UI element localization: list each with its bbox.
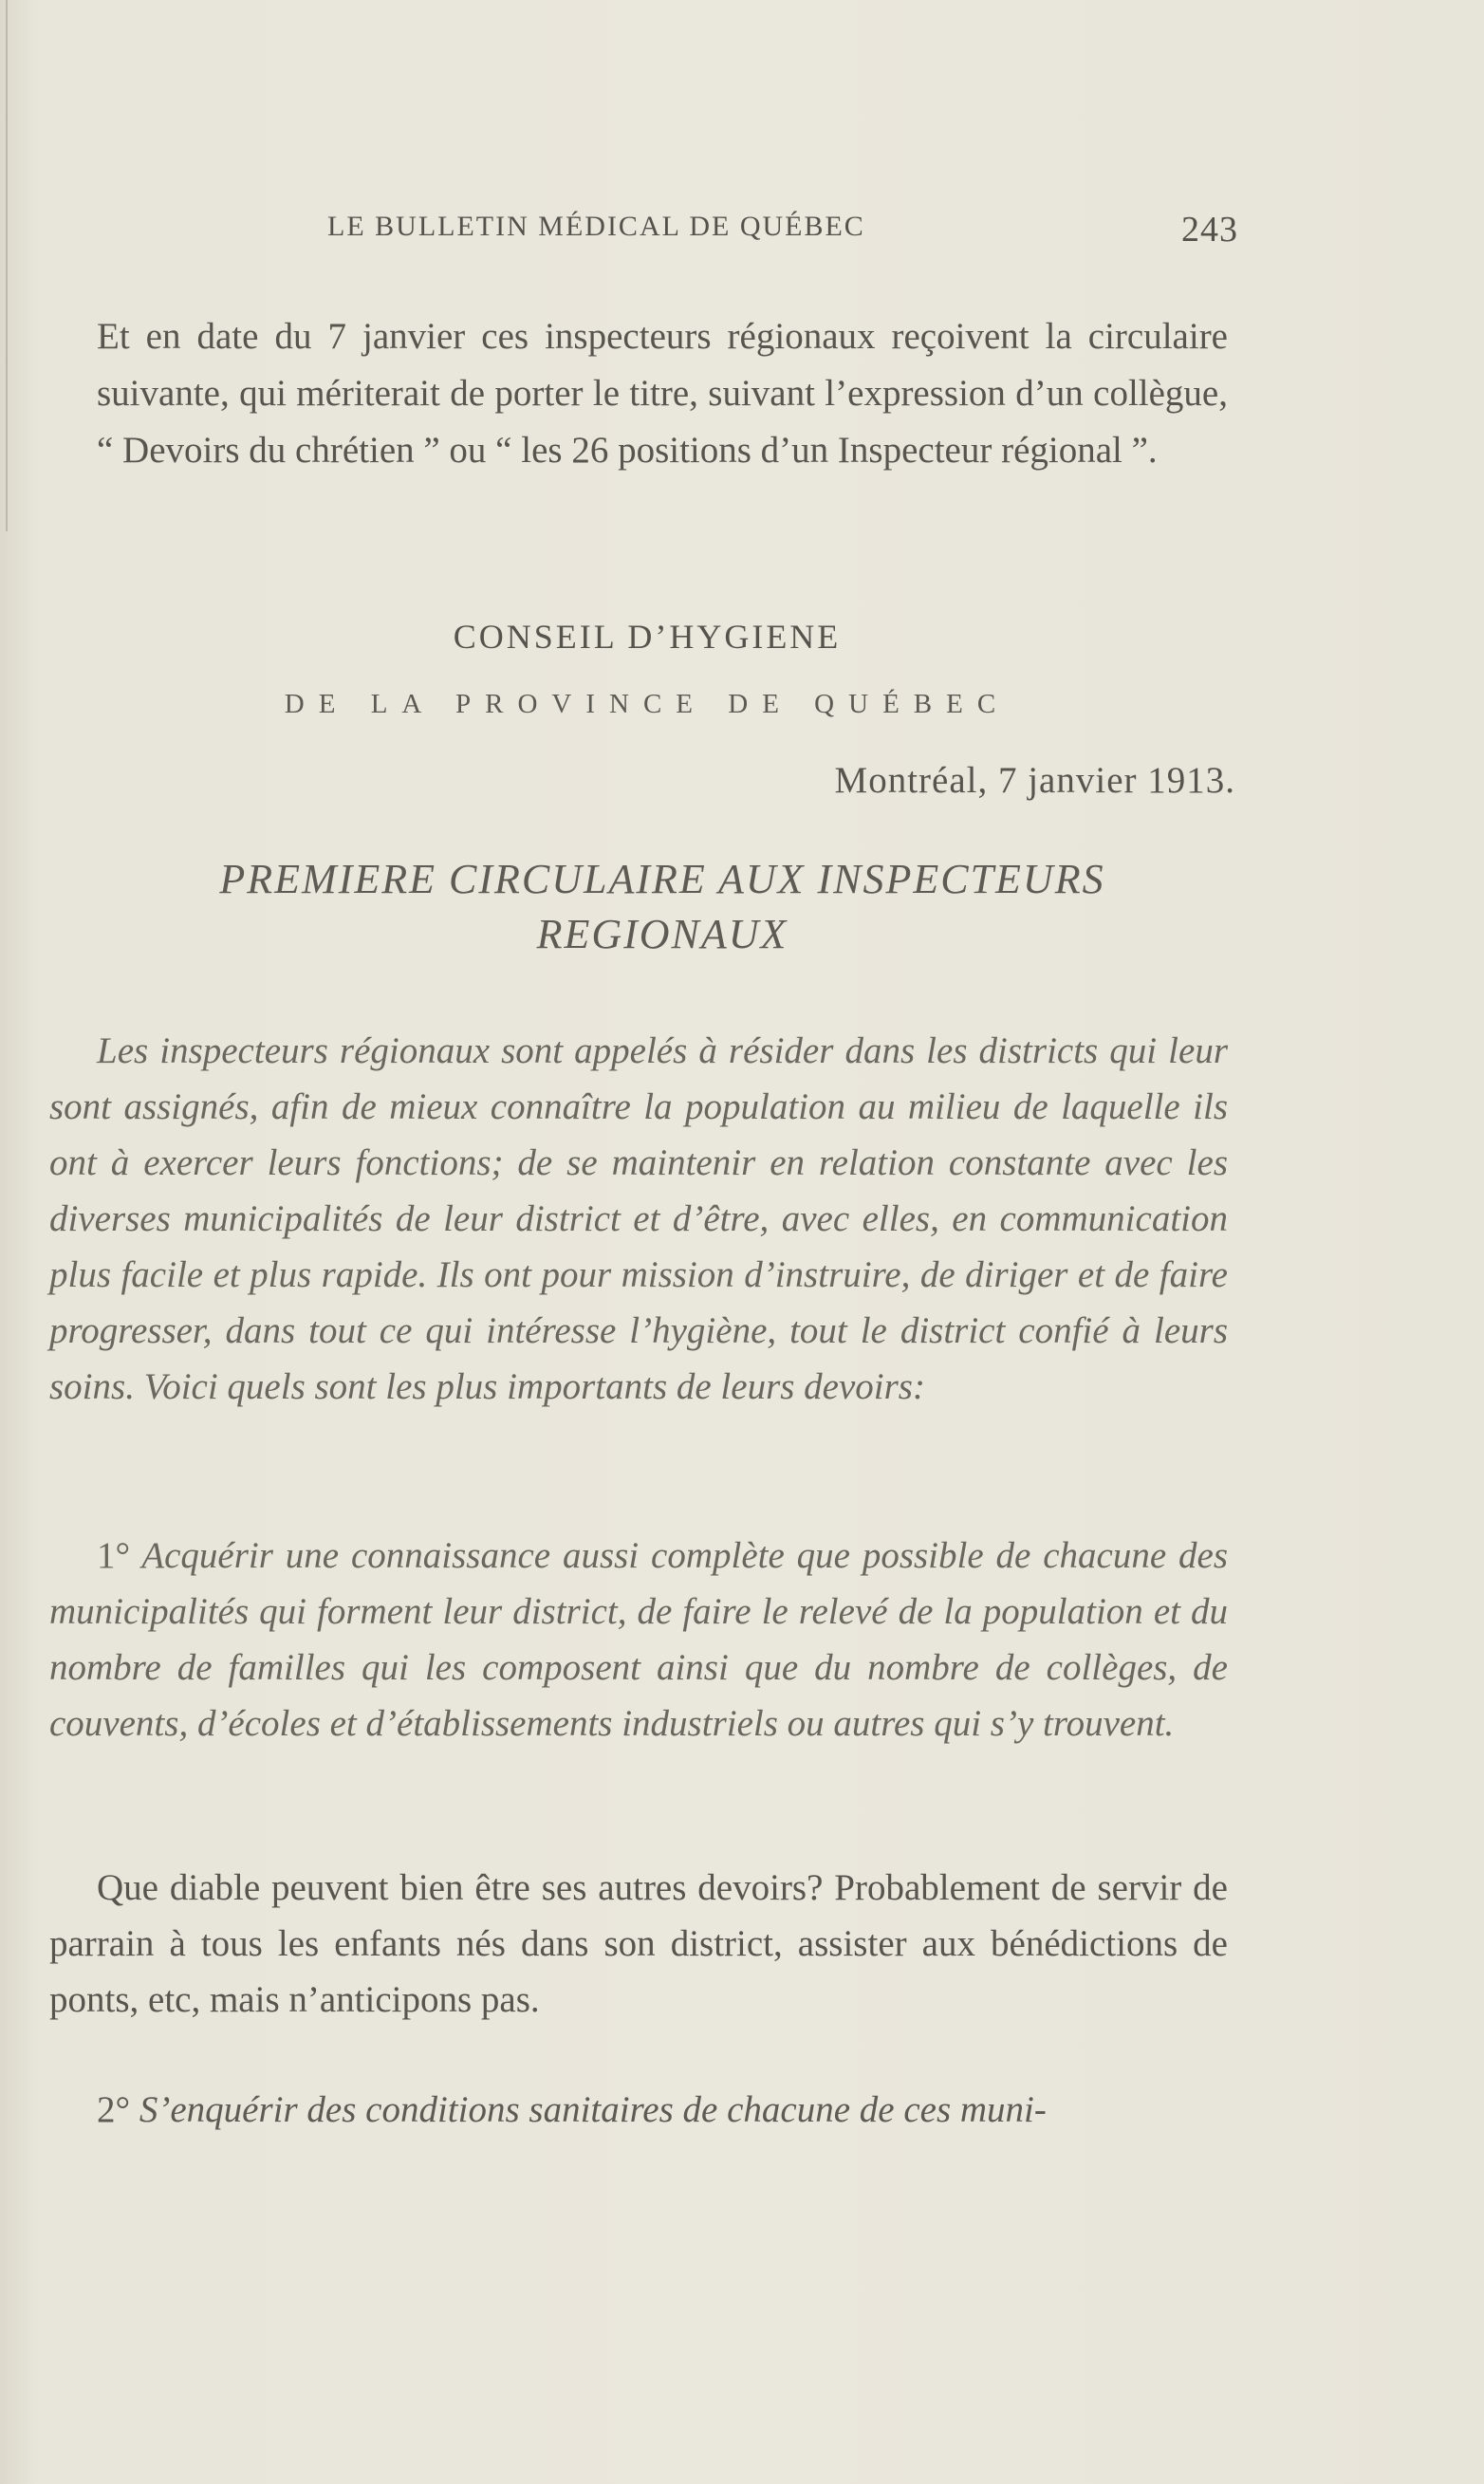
item-1-number: 1°: [97, 1535, 131, 1576]
circular-item-2: [97, 2082, 1228, 2138]
item-1-text: Acquérir une connaissance aussi complète que possible de chacune des municipalités qui forment leur district, de faire le relevé de la population et du nombre de familles qui les composent ainsi que du nombre de collèges, de couvents, d’écoles et d’établissements industriels ou autres qui s’y trouvent.: [49, 1535, 1228, 1744]
council-subtitle: DE LA PROVINCE DE QUÉBEC: [284, 689, 1011, 719]
circular-intro-paragraph: Les inspecteurs régionaux sont appelés à résider dans les districts qui leur sont assignés, afin de mieux connaître la population au milieu de laquelle ils ont à exercer leurs fonctions; de se maintenir en relation constante avec les diverses municipalités de leur district et d’être, avec elles, en communication plus facile et plus rapide. Ils ont pour mission d’instruire, de diriger et de faire progresser, dans tout ce qui intéresse l’hygiène, tout le district confié à leurs soins. Voici quels sont les plus importants de leurs devoirs:: [49, 1030, 1228, 1407]
circular-title: PREMIERE CIRCULAIRE AUX INSPECTEURS REGIONAUX: [219, 856, 1105, 957]
page-number: 243: [1181, 210, 1238, 250]
page-edge-line: [6, 0, 8, 531]
intro-paragraph: Et en date du 7 janvier ces inspecteurs régionaux reçoivent la circulaire suivante, qui mériterait de porter le titre, suivant l’expression d’un collègue, “ Devoirs du chrétien ” ou “ les 26 positions d’un Inspecteur régional ”.: [97, 316, 1228, 471]
dateline: Montréal, 7 janvier 1913.: [834, 760, 1235, 801]
circular-item-1: [49, 1528, 1228, 1752]
running-header: [327, 211, 1238, 249]
running-title: LE BULLETIN MÉDICAL DE QUÉBEC: [327, 211, 865, 242]
council-title: CONSEIL D’HYGIENE: [453, 618, 842, 656]
item-2-number: 2°: [97, 2089, 131, 2130]
item-2-text: S’enquérir des conditions sanitaires de chacune de ces muni-: [139, 2089, 1047, 2130]
commentary-paragraph: Que diable peuvent bien être ses autres devoirs? Probablement de servir de parrain à tous les enfants nés dans son district, assister aux bénédictions de ponts, etc, mais n’anticipons pas.: [49, 1867, 1228, 2020]
